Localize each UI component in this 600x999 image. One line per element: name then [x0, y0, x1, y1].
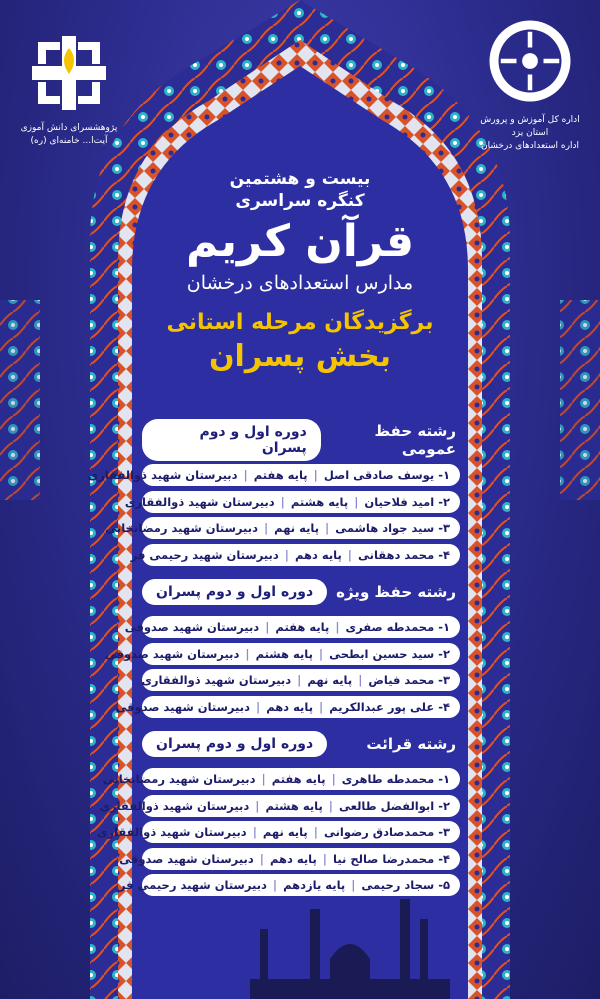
student-school: دبیرستان شهید ذوالفقاری	[99, 798, 250, 813]
list-item: ۳- محمد فیاض | پایه نهم | دبیرستان شهید ذوالفقاری	[142, 667, 460, 694]
student-name: ۲- ابوالفضل طالعی	[338, 798, 450, 813]
student-grade: پایه هفتم	[271, 772, 326, 787]
student-name: ۵- سجاد رحیمی	[361, 878, 450, 893]
research-center-logo-icon	[24, 28, 114, 118]
list-item: ۳- سید جواد هاشمی | پایه نهم | دبیرستان شهید رمضانخانی	[142, 515, 460, 542]
section-hefz-vijeh	[104, 576, 460, 720]
list-item: ۱- یوسف صادقی اصل | پایه هفتم | دبیرستان شهید ذوالفقاری	[142, 462, 460, 489]
student-school: دبیرستان شهید رمضانخانی	[105, 521, 258, 536]
right-org-name-2: اداره استعدادهای درخشان	[481, 141, 579, 151]
list-item: ۲- امید فلاحیان | پایه هشتم | دبیرستان شهید ذوالفقاری	[142, 489, 460, 516]
student-grade: پایه نهم	[262, 825, 308, 840]
section-period: دوره اول و دوم پسران	[142, 579, 327, 605]
student-school: دبیرستان شهید رحیمی فر	[130, 547, 279, 562]
student-name: ۴- علی پور عبدالکریم	[329, 699, 450, 714]
student-name: ۴- محمد دهقانی	[358, 547, 450, 562]
section-title: رشته حفظ ویژه	[336, 583, 456, 601]
header-right-logo-block	[470, 16, 590, 153]
section-title: رشته حفظ عمومی	[374, 422, 456, 458]
student-name: ۱- محمدطه صفری	[345, 620, 450, 635]
student-school: دبیرستان شهید ذوالفقاری	[87, 468, 238, 483]
list-item: ۵- سجاد رحیمی | پایه یازدهم | دبیرستان شهید رحیمی فر	[142, 872, 460, 899]
list-item: ۱- محمدطه طاهری | پایه هفتم | دبیرستان شهید رمضانخانی	[142, 766, 460, 793]
student-name: ۱- یوسف صادقی اصل	[323, 468, 450, 483]
list-item: ۴- محمدرضا صالح نیا | پایه دهم | دبیرستان شهید صدوقی	[142, 846, 460, 873]
list-item: ۲- ابوالفضل طالعی | پایه هشتم | دبیرستان شهید ذوالفقاری	[142, 793, 460, 820]
student-school: دبیرستان شهید رحیمی فر	[118, 878, 267, 893]
title-quran: قرآن کریم	[185, 216, 415, 267]
left-org-sub: آیت‌ا... خامنه‌ای (ره)	[30, 136, 108, 146]
title-block	[140, 168, 460, 376]
right-org-name-1: اداره کل آموزش و پرورش استان یزد	[480, 115, 580, 138]
title-line1: بیست و هشتمین	[229, 169, 371, 189]
student-grade: پایه هشتم	[290, 494, 349, 509]
title-division: بخش پسران	[208, 339, 392, 374]
section-title: رشته قرائت	[366, 735, 456, 753]
student-school: دبیرستان شهید صدوقی	[115, 699, 250, 714]
section-period: دوره اول و دوم پسران	[142, 419, 321, 461]
student-grade: پایه نهم	[307, 673, 353, 688]
student-school: دبیرستان شهید صدوقی	[124, 620, 260, 635]
student-name: ۳- سید جواد هاشمی	[335, 521, 450, 536]
list-item: ۴- علی پور عبدالکریم | پایه دهم | دبیرستان شهید صدوقی	[142, 694, 460, 721]
header-left-logo-block	[14, 28, 124, 148]
list-item: ۱- محمدطه صفری | پایه هفتم | دبیرستان شهید صدوقی	[142, 614, 460, 641]
list-item: ۲- سید حسین ابطحی | پایه هشتم | دبیرستان شهید صدوقی	[142, 641, 460, 668]
list-item: ۴- محمد دهقانی | پایه دهم | دبیرستان شهید رحیمی فر	[142, 542, 460, 569]
student-name: ۴- محمدرضا صالح نیا	[333, 851, 450, 866]
student-school: دبیرستان شهید صدوقی	[119, 851, 254, 866]
student-school: دبیرستان شهید ذوالفقاری	[141, 673, 292, 688]
section-hefz-omoomi	[87, 422, 460, 568]
student-grade: پایه هشتم	[265, 798, 323, 813]
student-name: ۳- محمدصادق رضوانی	[323, 825, 450, 840]
student-grade: پایه دهم	[266, 699, 314, 714]
student-grade: پایه هفتم	[253, 468, 308, 483]
section-header	[142, 576, 460, 608]
section-period: دوره اول و دوم پسران	[142, 731, 327, 757]
section-header	[142, 728, 460, 760]
student-name: ۲- سید حسین ابطحی	[329, 646, 450, 661]
student-grade: پایه یازدهم	[283, 878, 346, 893]
student-name: ۱- محمدطه طاهری	[341, 772, 450, 787]
education-ministry-logo-icon	[485, 16, 575, 106]
student-school: دبیرستان شهید صدوقی	[104, 646, 240, 661]
student-grade: پایه دهم	[269, 851, 317, 866]
student-grade: پایه نهم	[274, 521, 320, 536]
list-item: ۳- محمدصادق رضوانی | پایه نهم | دبیرستان شهید ذوالفقاری	[142, 819, 460, 846]
section-gheraat	[96, 728, 460, 899]
student-school: دبیرستان شهید ذوالفقاری	[124, 494, 275, 509]
section-header	[142, 424, 460, 456]
student-grade: پایه دهم	[294, 547, 342, 562]
student-school: دبیرستان شهید ذوالفقاری	[96, 825, 247, 840]
student-name: ۲- امید فلاحیان	[364, 494, 450, 509]
left-org-name: پژوهشسرای دانش آموزی	[20, 123, 118, 133]
mosque-silhouette-icon	[250, 889, 450, 999]
student-school: دبیرستان شهید رمضانخانی	[102, 772, 256, 787]
title-selected: برگزیدگان مرحله استانی	[166, 310, 434, 335]
student-name: ۳- محمد فیاض	[368, 673, 450, 688]
student-grade: پایه هفتم	[275, 620, 330, 635]
student-grade: پایه هشتم	[255, 646, 313, 661]
title-line2: کنگره سراسری	[235, 191, 365, 211]
title-schools: مدارس استعدادهای درخشان	[186, 272, 414, 294]
